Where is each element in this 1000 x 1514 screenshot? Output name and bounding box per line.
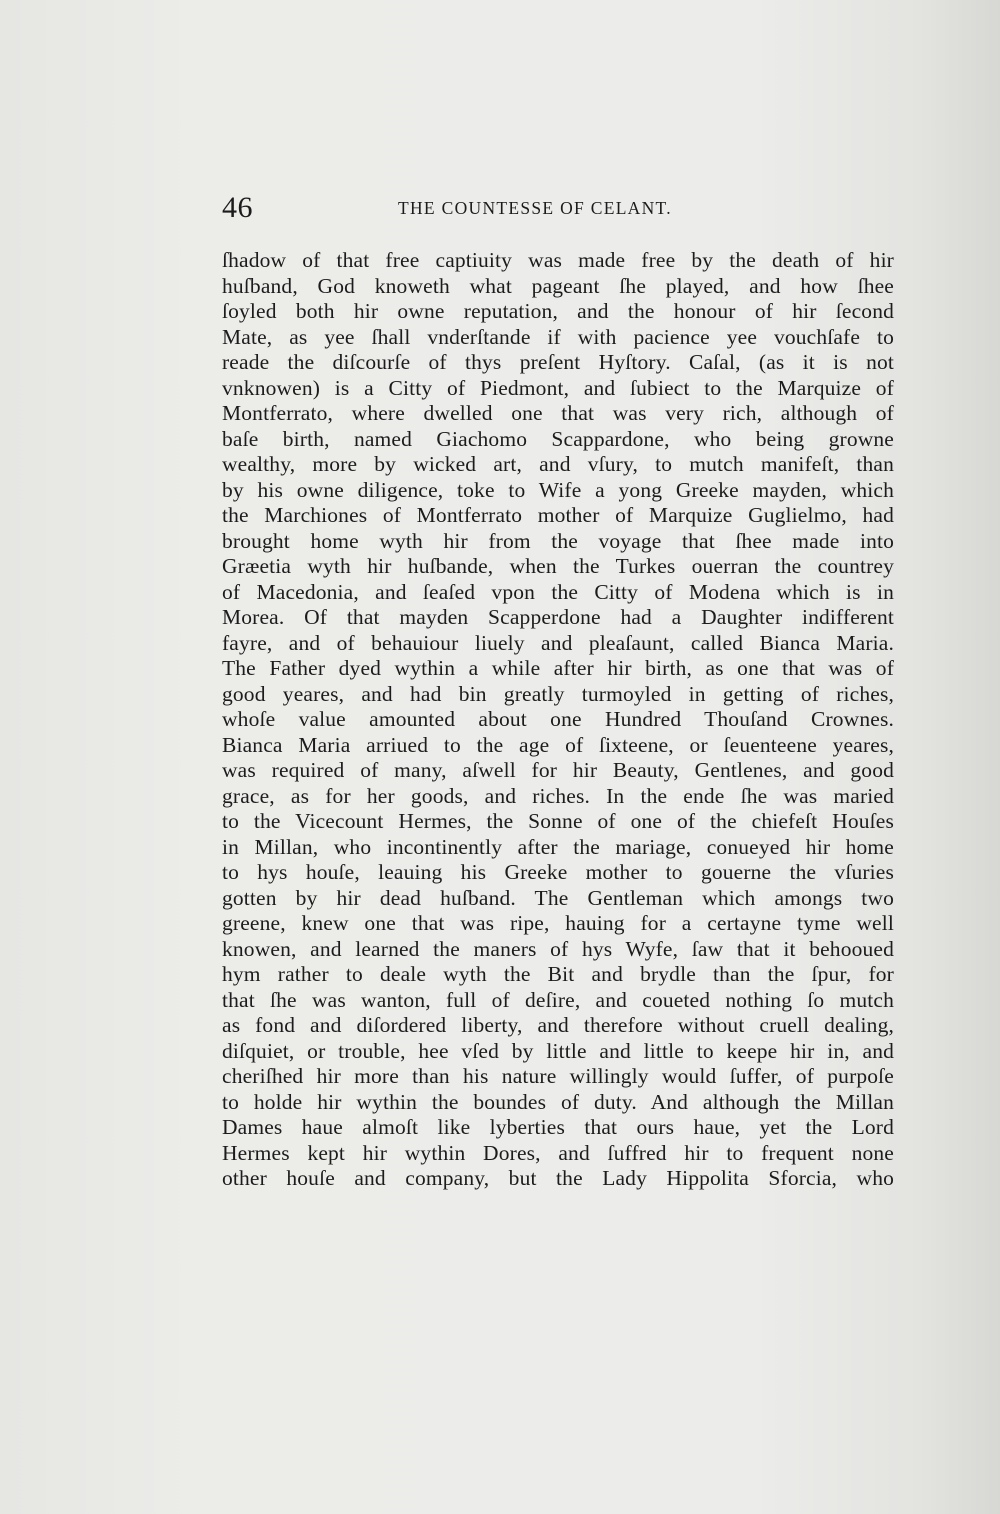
text-line: Dames haue almoſt like lyberties that ours haue, yet the Lord	[222, 1115, 894, 1139]
text-line: by his owne diligence, toke to Wife a yong Greeke mayden, which	[222, 477, 894, 502]
text-line: of Macedonia, and ſeaſed vpon the Citty of Modena which is in	[222, 579, 894, 604]
text-line: Bianca Maria arriued to the age of ſixteene, or ſeuenteene yeares,	[222, 732, 894, 757]
text-line: to holde hir wythin the boundes of duty. And although the Millan	[222, 1089, 894, 1114]
text-line: to hys houſe, leauing his Greeke mother to gouerne the vſuries	[222, 860, 894, 884]
text-line: Montferrato, where dwelled one that was very rich, although of	[222, 401, 894, 425]
text-line: Mate, as yee ſhall vnderſtande if with pacience yee vouchſafe to	[222, 324, 894, 349]
text-line: to the Vicecount Hermes, the Sonne of one of the chiefeſt Houſes	[222, 809, 894, 833]
text-line: ſhadow of that free captiuity was made free by the death of hir	[222, 248, 894, 272]
text-line: hym rather to deale wyth the Bit and brydle than the ſpur, for	[222, 962, 894, 986]
text-line: diſquiet, or trouble, hee vſed by little and little to keepe hir in, and	[222, 1038, 894, 1063]
text-line: wealthy, more by wicked art, and vſury, to mutch manifeſt, than	[222, 452, 894, 476]
text-line: in Millan, who incontinently after the mariage, conueyed hir home	[222, 834, 894, 859]
running-head	[222, 190, 894, 230]
text-line: ſoyled both hir owne reputation, and the honour of hir ſecond	[222, 299, 894, 323]
text-line: was required of many, aſwell for hir Beauty, Gentlenes, and good	[222, 758, 894, 782]
text-line: knowen, and learned the maners of hys Wyfe, ſaw that it behooued	[222, 936, 894, 961]
text-line: gotten by hir dead huſband. The Gentleman which amongs two	[222, 885, 894, 910]
text-line: Græetia wyth hir huſbande, when the Turkes ouerran the countrey	[222, 554, 894, 578]
text-line: fayre, and of behauiour liuely and pleaſaunt, called Bianca Maria.	[222, 630, 894, 655]
text-line: as fond and diſordered liberty, and therefore without cruell dealing,	[222, 1013, 894, 1037]
text-line: The Father dyed wythin a while after hir birth, as one that was of	[222, 656, 894, 680]
running-title: THE COUNTESSE OF CELANT.	[398, 198, 672, 218]
body-text	[222, 248, 894, 1192]
page-number: 46	[222, 191, 253, 224]
text-line: baſe birth, named Giachomo Scappardone, who being growne	[222, 426, 894, 451]
text-line: cheriſhed hir more than his nature willingly would ſuffer, of purpoſe	[222, 1064, 894, 1088]
text-line: greene, knew one that was ripe, hauing for a certayne tyme well	[222, 911, 894, 935]
text-line: other houſe and company, but the Lady Hippolita Sforcia, who	[222, 1166, 894, 1190]
text-line: reade the diſcourſe of thys preſent Hyſtory. Caſal, (as it is not	[222, 350, 894, 374]
text-line: Hermes kept hir wythin Dores, and ſuffred hir to frequent none	[222, 1140, 894, 1165]
text-line: huſband, God knoweth what pageant ſhe played, and how ſhee	[222, 273, 894, 298]
text-line: brought home wyth hir from the voyage that ſhee made into	[222, 528, 894, 553]
text-line: whoſe value amounted about one Hundred Thouſand Crownes.	[222, 707, 894, 731]
text-line: good yeares, and had bin greatly turmoyled in getting of riches,	[222, 681, 894, 706]
text-line: the Marchiones of Montferrato mother of Marquize Guglielmo, had	[222, 503, 894, 527]
text-line: that ſhe was wanton, full of deſire, and coueted nothing ſo mutch	[222, 987, 894, 1012]
text-line: Morea. Of that mayden Scapperdone had a Daughter indifferent	[222, 605, 894, 629]
text-line: grace, as for her goods, and riches. In the ende ſhe was maried	[222, 783, 894, 808]
text-line: vnknowen) is a Citty of Piedmont, and ſubiect to the Marquize of	[222, 375, 894, 400]
